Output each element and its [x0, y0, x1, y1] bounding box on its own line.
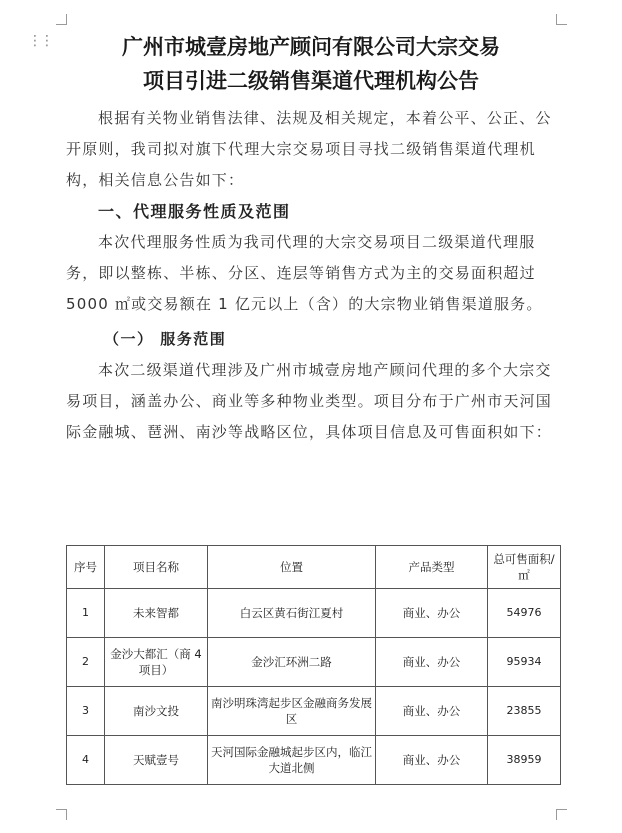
table-row [67, 638, 561, 687]
cell-location: 白云区黄石街江夏村 [208, 589, 376, 638]
subsection-1-heading: （一） 服务范围 [104, 330, 227, 348]
cell-product-type: 商业、办公 [376, 736, 488, 785]
cell-index: 3 [67, 687, 105, 736]
section-1-heading: 一、代理服务性质及范围 [98, 202, 291, 221]
cell-product-type: 商业、办公 [376, 638, 488, 687]
cell-index: 2 [67, 638, 105, 687]
header-product-type: 产品类型 [376, 546, 488, 589]
cell-location: 天河国际金融城起步区内，临江大道北侧 [208, 736, 376, 785]
cell-location: 金沙汇环洲二路 [208, 638, 376, 687]
intro-paragraph: 根据有关物业销售法律、法规及相关规定，本着公平、公正、公开原则，我司拟对旗下代理大宗交易项目寻找二级销售渠道代理机构，相关信息公告如下： [66, 109, 552, 189]
table-header-row [67, 546, 561, 589]
title-line-2: 项目引进二级销售渠道代理机构公告 [143, 68, 479, 93]
project-table [66, 545, 561, 785]
table-row [67, 736, 561, 785]
table-row [67, 589, 561, 638]
cell-index: 1 [67, 589, 105, 638]
cell-area: 23855 [488, 687, 561, 736]
table-row [67, 687, 561, 736]
document-body [66, 103, 556, 448]
crop-mark-bottom-left [56, 809, 67, 820]
subsection-1-paragraph: 本次二级渠道代理涉及广州市城壹房地产顾问代理的多个大宗交易项目，涵盖办公、商业等多种物业类型。项目分布于广州市天河国际金融城、琶洲、南沙等战略区位，具体项目信息及可售面积如下： [66, 361, 553, 441]
cell-index: 4 [67, 736, 105, 785]
cell-product-type: 商业、办公 [376, 589, 488, 638]
cell-area: 95934 [488, 638, 561, 687]
header-location: 位置 [208, 546, 376, 589]
header-index: 序号 [67, 546, 105, 589]
cell-project-name: 金沙大都汇（商 4 项目） [105, 638, 208, 687]
cell-location: 南沙明珠湾起步区金融商务发展区 [208, 687, 376, 736]
cell-area: 54976 [488, 589, 561, 638]
crop-mark-top-right [556, 14, 567, 25]
cell-project-name: 天赋壹号 [105, 736, 208, 785]
drag-handle-icon[interactable]: ⋮⋮ [28, 33, 52, 49]
cell-area: 38959 [488, 736, 561, 785]
cell-project-name: 南沙文投 [105, 687, 208, 736]
crop-mark-bottom-right [556, 809, 567, 820]
header-project-name: 项目名称 [105, 546, 208, 589]
cell-product-type: 商业、办公 [376, 687, 488, 736]
document-title [66, 30, 556, 98]
crop-mark-top-left [56, 14, 67, 25]
section-1-paragraph: 本次代理服务性质为我司代理的大宗交易项目二级渠道代理服务，即以整栋、半栋、分区、连层等销售方式为主的交易面积超过 5000 ㎡或交易额在 1 亿元以上（含）的大宗物业销售渠道服务。 [66, 233, 543, 313]
header-total-area: 总可售面积/㎡ [488, 546, 561, 589]
title-line-1: 广州市城壹房地产顾问有限公司大宗交易 [122, 34, 500, 59]
cell-project-name: 未来智都 [105, 589, 208, 638]
